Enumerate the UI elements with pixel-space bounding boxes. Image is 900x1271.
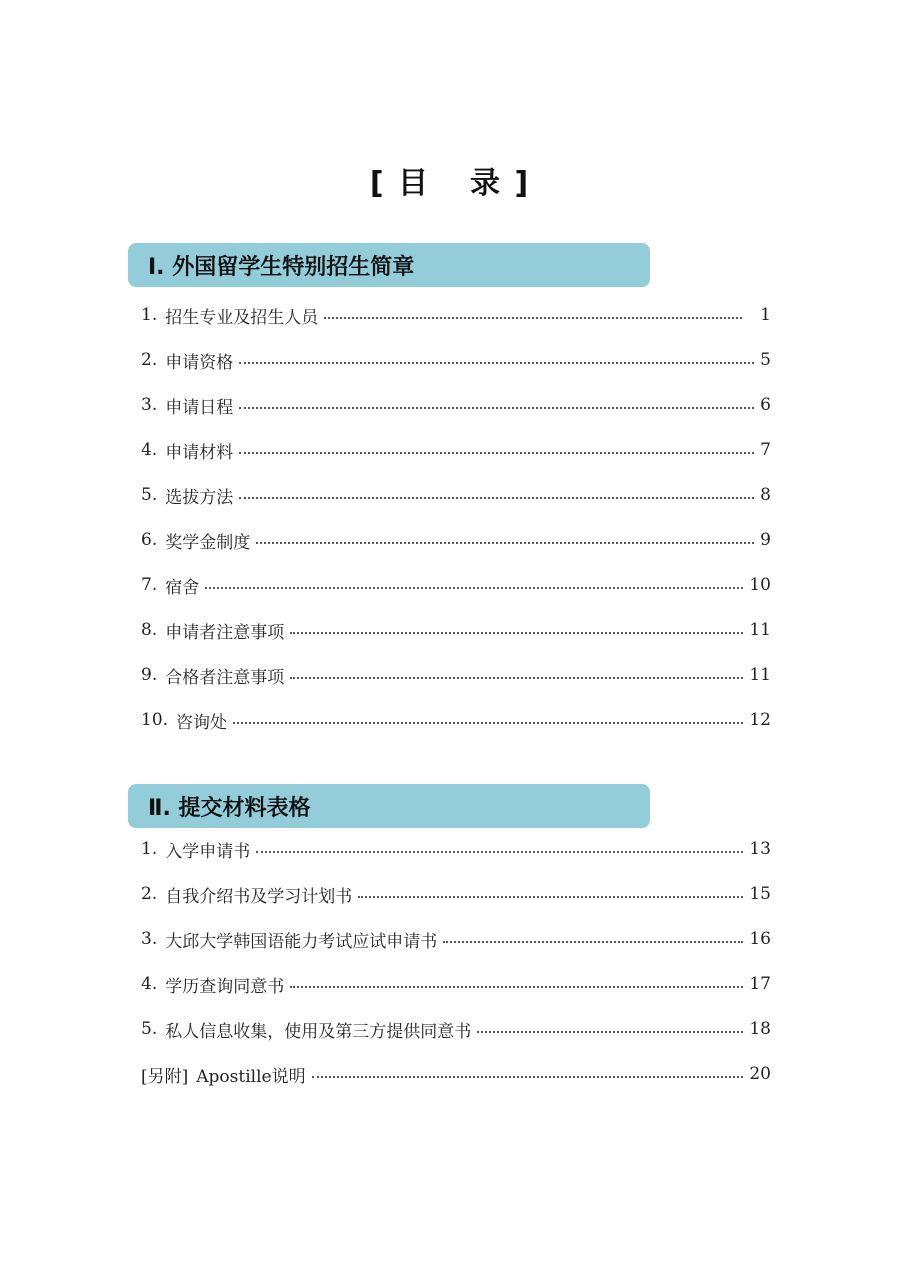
dot-leader — [477, 1031, 743, 1033]
toc-row[interactable] — [141, 345, 771, 375]
toc-number: 3. — [141, 929, 158, 949]
toc-row[interactable] — [141, 435, 771, 465]
section-header-2: Ⅱ. 提交材料表格 — [128, 784, 650, 828]
toc-label: 申请材料 — [165, 442, 234, 463]
toc-label: Apostille说明 — [196, 1066, 306, 1087]
toc-page: 17 — [749, 974, 771, 994]
page-title — [0, 158, 900, 202]
dot-leader — [239, 452, 754, 454]
toc-page: 10 — [749, 575, 771, 595]
toc-number: 4. — [141, 440, 158, 460]
toc-label: 选拔方法 — [165, 487, 234, 508]
dot-leader — [239, 362, 754, 364]
toc-label: 咨询处 — [176, 712, 228, 733]
toc-row[interactable] — [141, 570, 771, 600]
dot-leader — [358, 896, 743, 898]
toc-label: 合格者注意事项 — [165, 667, 285, 688]
page-title-close: 录 ] — [470, 166, 531, 201]
dot-leader — [205, 587, 743, 589]
toc-page: 18 — [749, 1019, 771, 1039]
toc-label: 学历查询同意书 — [165, 976, 285, 997]
toc-page: 11 — [749, 620, 771, 640]
toc-page: 8 — [760, 485, 771, 505]
dot-leader — [239, 497, 754, 499]
toc-page: 13 — [749, 839, 771, 859]
toc-row[interactable] — [141, 1014, 771, 1044]
toc-row[interactable] — [141, 480, 771, 510]
toc-number: 1. — [141, 839, 158, 859]
dot-leader — [290, 677, 743, 679]
toc-label: 奖学金制度 — [165, 532, 251, 553]
toc-row[interactable] — [141, 924, 771, 954]
toc-number: [另附] — [141, 1066, 189, 1087]
toc-page: 20 — [749, 1064, 771, 1084]
toc-row[interactable] — [141, 390, 771, 420]
toc-page: 6 — [760, 395, 771, 415]
toc-row[interactable] — [141, 834, 771, 864]
toc-label: 私人信息收集，使用及第三方提供同意书 — [165, 1021, 472, 1042]
toc-page: 16 — [749, 929, 771, 949]
toc-number: 6. — [141, 530, 158, 550]
toc-number: 1. — [141, 305, 158, 325]
toc-page: 12 — [749, 710, 771, 730]
toc-label: 申请资格 — [165, 352, 234, 373]
toc-number: 4. — [141, 974, 158, 994]
toc-label: 自我介绍书及学习计划书 — [165, 886, 353, 907]
toc-number: 5. — [141, 1019, 158, 1039]
dot-leader — [312, 1076, 744, 1078]
dot-leader — [239, 407, 754, 409]
toc-label: 大邱大学韩国语能力考试应试申请书 — [165, 931, 438, 952]
toc-number: 2. — [141, 350, 158, 370]
toc-row[interactable] — [141, 615, 771, 645]
dot-leader — [256, 851, 743, 853]
toc-number: 8. — [141, 620, 158, 640]
toc-row[interactable] — [141, 969, 771, 999]
dot-leader — [233, 722, 743, 724]
toc-page: 15 — [749, 884, 771, 904]
toc-label: 入学申请书 — [165, 841, 251, 862]
dot-leader — [443, 941, 743, 943]
toc-page: 5 — [760, 350, 771, 370]
toc-label: 宿舍 — [165, 577, 200, 598]
toc-number: 7. — [141, 575, 158, 595]
toc-row[interactable] — [141, 300, 771, 330]
toc-number: 2. — [141, 884, 158, 904]
toc-page: 7 — [760, 440, 771, 460]
toc-number: 10. — [141, 710, 169, 730]
toc-label: 申请者注意事项 — [165, 622, 285, 643]
toc-row[interactable] — [141, 1059, 771, 1089]
toc-row[interactable] — [141, 879, 771, 909]
toc-row[interactable] — [141, 705, 771, 735]
toc-row[interactable] — [141, 660, 771, 690]
toc-page: 1 — [760, 305, 771, 325]
toc-page: 11 — [749, 665, 771, 685]
section-header-1: Ⅰ. 外国留学生特别招生简章 — [128, 243, 650, 287]
toc-label: 申请日程 — [165, 397, 234, 418]
toc-page: 9 — [760, 530, 771, 550]
toc-label: 招生专业及招生人员 — [165, 307, 319, 328]
dot-leader — [256, 542, 754, 544]
toc-number: 9. — [141, 665, 158, 685]
page-title-open: [ 目 — [369, 166, 430, 201]
toc-number: 3. — [141, 395, 158, 415]
dot-leader — [324, 317, 742, 319]
dot-leader — [290, 632, 743, 634]
dot-leader — [290, 986, 743, 988]
toc-number: 5. — [141, 485, 158, 505]
toc-row[interactable] — [141, 525, 771, 555]
